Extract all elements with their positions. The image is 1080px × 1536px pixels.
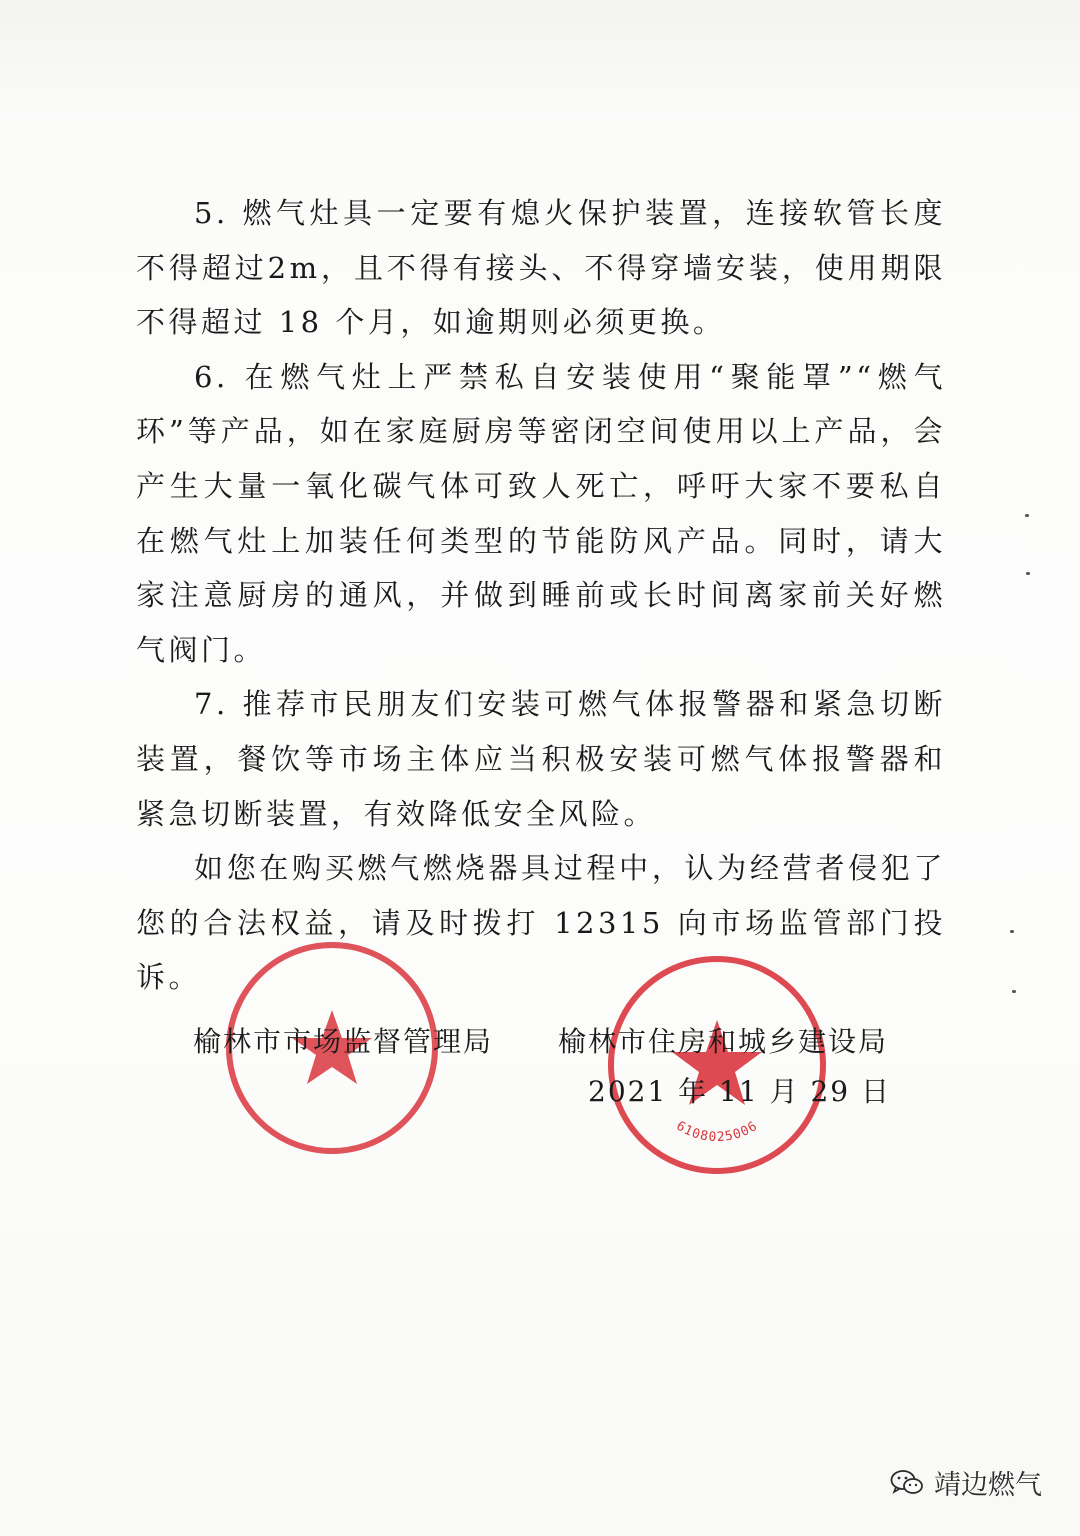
- scan-speck: [1026, 572, 1030, 575]
- seal-number: 6108025006: [673, 1118, 761, 1146]
- paragraph-item-5: 5. 燃气灶具一定要有熄火保护装置，连接软管长度不得超过2m，且不得有接头、不得穿墙安装，使用期限不得超过 18 个月，如逾期则必须更换。: [136, 196, 946, 340]
- signatory-housing-construction: 榆林市住房和城乡建设局: [558, 1025, 889, 1058]
- scan-speck: [1010, 930, 1014, 933]
- wechat-icon: [890, 1469, 924, 1497]
- issue-date: 2021 年 11 月 29 日: [588, 1075, 892, 1108]
- scan-speck: [1025, 514, 1029, 517]
- scan-speck: [1012, 990, 1016, 993]
- paragraph-item-6: 6. 在燃气灶上严禁私自安装使用“聚能罩”“燃气环”等产品，如在家庭厨房等密闭空间使用以上产品，会产生大量一氧化碳气体可致人死亡，呼吁大家不要私自在燃气灶上加装任何类型的节能防风产品。同时，请大家注意厨房的通风，并做到睡前或长时间离家前关好燃气阀门。: [136, 359, 946, 667]
- seal-housing-construction: [604, 952, 830, 1178]
- watermark: [890, 1463, 1042, 1502]
- svg-text:6108025006: [673, 1119, 760, 1146]
- paragraph-item-7: 7. 推荐市民朋友们安装可燃气体报警器和紧急切断装置，餐饮等市场主体应当积极安装可燃气体报警器和紧急切断装置，有效降低安全风险。: [136, 687, 946, 831]
- notice-body: [136, 186, 946, 1005]
- watermark-text: 靖边燃气: [934, 1470, 1042, 1501]
- signatory-market-supervision: 榆林市市场监督管理局: [193, 1025, 494, 1058]
- complaint-paragraph: 如您在购买燃气燃烧器具过程中，认为经营者侵犯了您的合法权益，请及时拨打 12315 向市场监管部门投诉。: [136, 851, 946, 995]
